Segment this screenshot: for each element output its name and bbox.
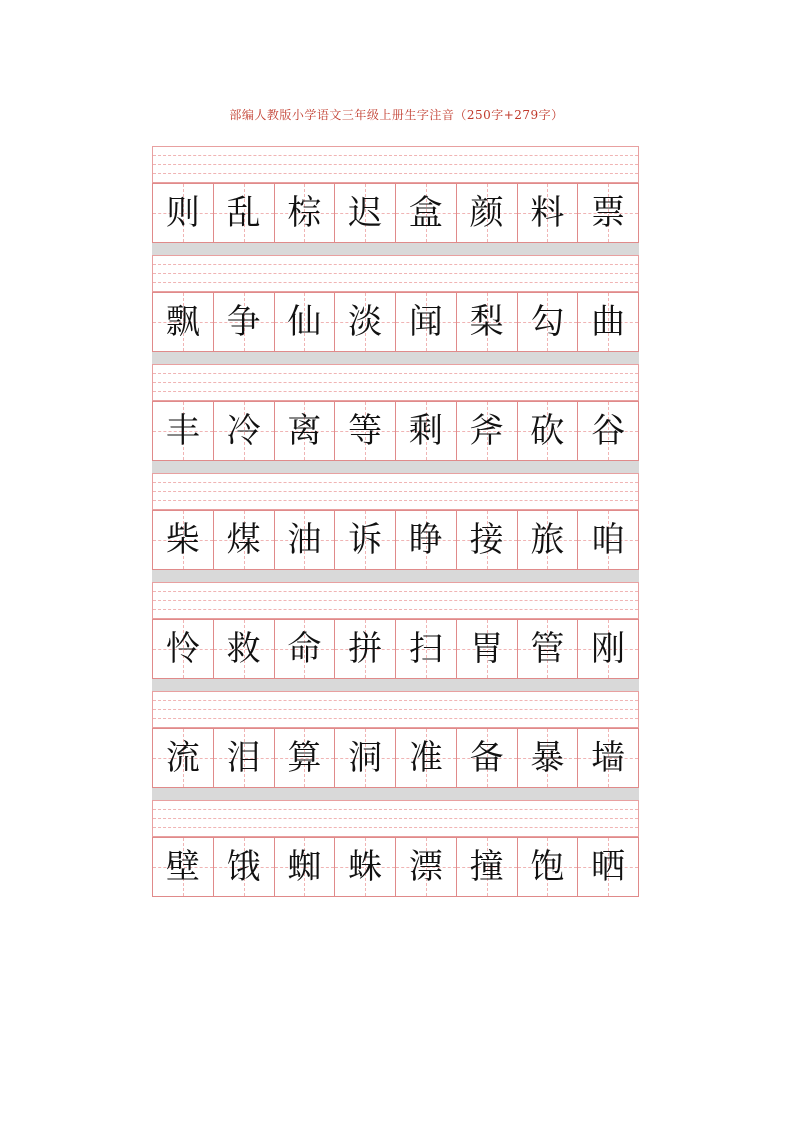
character: 墙	[591, 738, 626, 778]
character-cell	[153, 402, 214, 460]
pinyin-lines	[152, 473, 639, 510]
character-cell	[396, 184, 457, 242]
guide-line	[153, 391, 638, 392]
character-cell	[153, 838, 214, 896]
character: 闻	[408, 302, 443, 342]
character-row	[152, 183, 639, 243]
character: 胃	[469, 629, 504, 669]
character: 剩	[408, 411, 443, 451]
row-block	[152, 473, 639, 582]
row-block	[152, 255, 639, 364]
character: 扫	[408, 629, 443, 669]
character: 准	[408, 738, 443, 778]
character: 争	[226, 302, 261, 342]
guide-line	[153, 382, 638, 383]
character: 冷	[226, 411, 261, 451]
pinyin-lines	[152, 255, 639, 292]
character-cell	[518, 729, 579, 787]
row-block	[152, 800, 639, 909]
guide-line	[153, 373, 638, 374]
character-row	[152, 292, 639, 352]
character: 暴	[530, 738, 565, 778]
character: 睁	[408, 520, 443, 560]
guide-line	[153, 500, 638, 501]
row-separator	[152, 461, 639, 473]
guide-line	[153, 264, 638, 265]
guide-line	[153, 591, 638, 592]
row-separator	[152, 570, 639, 582]
guide-line	[153, 273, 638, 274]
character: 壁	[165, 847, 200, 887]
guide-line	[153, 827, 638, 828]
character-row	[152, 728, 639, 788]
character: 曲	[591, 302, 626, 342]
pinyin-lines	[152, 364, 639, 401]
character-cell	[214, 620, 275, 678]
character: 柴	[165, 520, 200, 560]
character-cell	[396, 729, 457, 787]
character-cell	[335, 729, 396, 787]
character-cell	[578, 511, 639, 569]
character: 算	[287, 738, 322, 778]
guide-line	[153, 718, 638, 719]
guide-line	[153, 146, 638, 147]
character-cell	[275, 402, 336, 460]
row-block	[152, 691, 639, 800]
character-cell	[396, 402, 457, 460]
character-cell	[457, 511, 518, 569]
character-cell	[275, 184, 336, 242]
character: 漂	[408, 847, 443, 887]
character-cell	[578, 620, 639, 678]
guide-line	[153, 164, 638, 165]
guide-line	[153, 473, 638, 474]
character: 拼	[348, 629, 383, 669]
character-cell	[578, 729, 639, 787]
character: 淡	[348, 302, 383, 342]
character: 斧	[469, 411, 504, 451]
character-cell	[153, 293, 214, 351]
pinyin-lines	[152, 146, 639, 183]
character: 离	[287, 411, 322, 451]
row-block	[152, 364, 639, 473]
character-cell	[153, 620, 214, 678]
row-separator	[152, 352, 639, 364]
character-cell	[396, 838, 457, 896]
row-block	[152, 582, 639, 691]
character-cell	[578, 293, 639, 351]
guide-line	[153, 700, 638, 701]
character-cell	[518, 293, 579, 351]
guide-line	[153, 173, 638, 174]
character-cell	[214, 293, 275, 351]
character-row	[152, 619, 639, 679]
character: 接	[469, 520, 504, 560]
character-sheet	[152, 146, 639, 909]
character-cell	[214, 402, 275, 460]
character-cell	[396, 620, 457, 678]
guide-line	[153, 600, 638, 601]
character: 晒	[591, 847, 626, 887]
character-cell	[214, 838, 275, 896]
character: 丰	[165, 411, 200, 451]
character-cell	[214, 511, 275, 569]
character: 救	[226, 629, 261, 669]
guide-line	[153, 255, 638, 256]
character: 盒	[408, 193, 443, 233]
character-cell	[457, 729, 518, 787]
page-title: 部编人教版小学语文三年级上册生字注音（250字+279字）	[229, 108, 564, 122]
character-cell	[578, 184, 639, 242]
row-block	[152, 146, 639, 255]
row-separator	[152, 788, 639, 800]
character-row	[152, 510, 639, 570]
guide-line	[153, 691, 638, 692]
character-cell	[335, 402, 396, 460]
character-cell	[275, 729, 336, 787]
character: 砍	[530, 411, 565, 451]
character-cell	[396, 293, 457, 351]
character-cell	[457, 402, 518, 460]
character: 仙	[287, 302, 322, 342]
character: 管	[530, 629, 565, 669]
guide-line	[153, 709, 638, 710]
character: 票	[591, 193, 626, 233]
character-cell	[457, 293, 518, 351]
character-cell	[578, 838, 639, 896]
character: 则	[165, 193, 200, 233]
character: 乱	[226, 193, 261, 233]
character: 蛛	[348, 847, 383, 887]
character: 旅	[530, 520, 565, 560]
character-cell	[335, 293, 396, 351]
character-cell	[518, 511, 579, 569]
character: 咱	[591, 520, 626, 560]
character: 撞	[469, 847, 504, 887]
character: 棕	[287, 193, 322, 233]
character-cell	[153, 511, 214, 569]
guide-line	[153, 482, 638, 483]
character-cell	[518, 620, 579, 678]
character: 飘	[165, 302, 200, 342]
character-cell	[275, 620, 336, 678]
character-cell	[457, 838, 518, 896]
guide-line	[153, 800, 638, 801]
character: 刚	[591, 629, 626, 669]
character-row	[152, 401, 639, 461]
pinyin-lines	[152, 800, 639, 837]
character: 迟	[348, 193, 383, 233]
character-cell	[518, 838, 579, 896]
character-cell	[153, 729, 214, 787]
guide-line	[153, 491, 638, 492]
character-cell	[275, 293, 336, 351]
character: 备	[469, 738, 504, 778]
character-cell	[214, 184, 275, 242]
character: 流	[165, 738, 200, 778]
character: 诉	[348, 520, 383, 560]
character-cell	[214, 729, 275, 787]
character: 怜	[165, 629, 200, 669]
character: 梨	[469, 302, 504, 342]
character: 油	[287, 520, 322, 560]
pinyin-lines	[152, 691, 639, 728]
character-cell	[518, 402, 579, 460]
guide-line	[153, 809, 638, 810]
guide-line	[153, 609, 638, 610]
character: 勾	[530, 302, 565, 342]
character-cell	[335, 184, 396, 242]
guide-line	[153, 282, 638, 283]
guide-line	[153, 818, 638, 819]
character: 煤	[226, 520, 261, 560]
character-cell	[275, 838, 336, 896]
character-cell	[275, 511, 336, 569]
character: 饿	[226, 847, 261, 887]
character-cell	[518, 184, 579, 242]
character-row	[152, 837, 639, 897]
character-cell	[396, 511, 457, 569]
character-cell	[335, 620, 396, 678]
character: 泪	[226, 738, 261, 778]
row-separator	[152, 243, 639, 255]
character: 命	[287, 629, 322, 669]
character: 洞	[348, 738, 383, 778]
character-cell	[335, 511, 396, 569]
character-cell	[578, 402, 639, 460]
character: 颜	[469, 193, 504, 233]
character: 饱	[530, 847, 565, 887]
character: 蜘	[287, 847, 322, 887]
guide-line	[153, 364, 638, 365]
character-cell	[457, 184, 518, 242]
character: 料	[530, 193, 565, 233]
character: 等	[348, 411, 383, 451]
character-cell	[153, 184, 214, 242]
character-cell	[457, 620, 518, 678]
pinyin-lines	[152, 582, 639, 619]
character-cell	[335, 838, 396, 896]
row-separator	[152, 679, 639, 691]
guide-line	[153, 582, 638, 583]
guide-line	[153, 155, 638, 156]
character: 谷	[591, 411, 626, 451]
